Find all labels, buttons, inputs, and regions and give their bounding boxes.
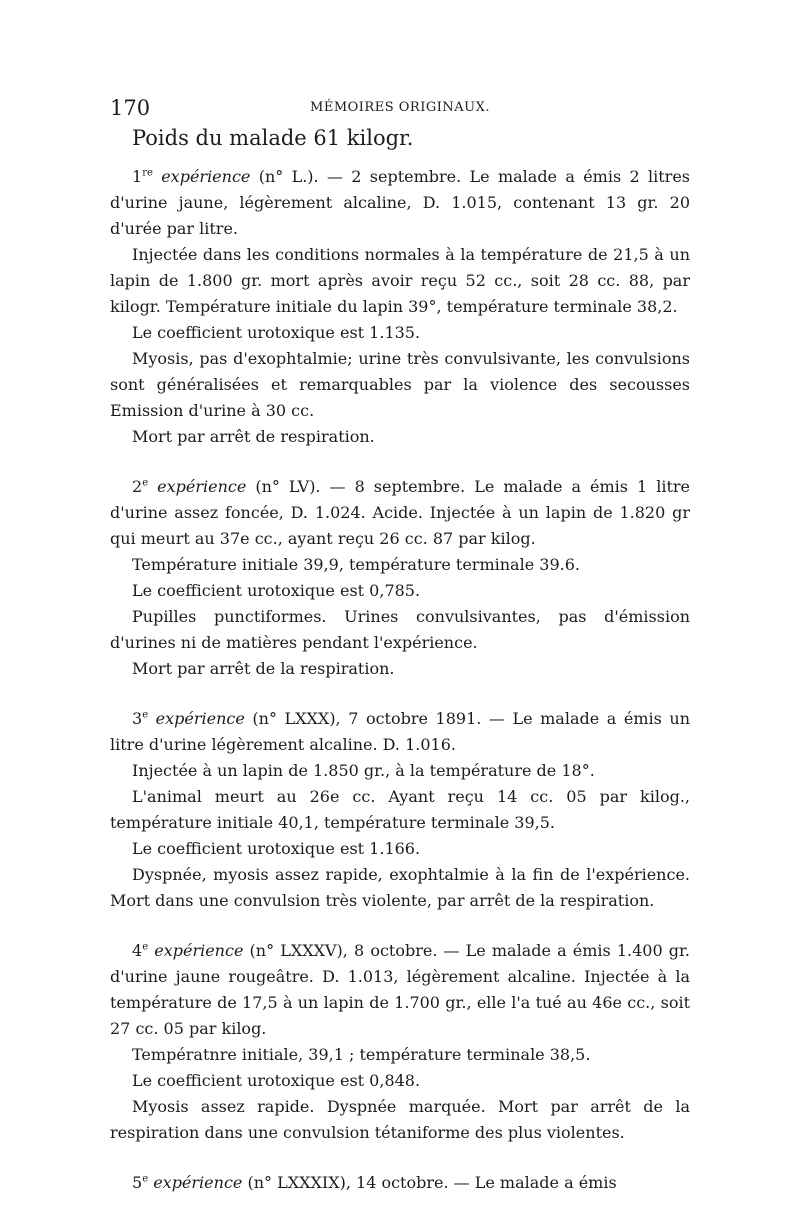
- experiment-label: expérience: [148, 1173, 243, 1192]
- experiment-intro: [110, 938, 690, 1042]
- experiment-paragraph: Mort par arrêt de respiration.: [132, 427, 375, 446]
- experiment-paragraph: L'animal meurt au 26e cc. Ayant reçu 14 cc. 05 par kilog., température initiale 40,1, température terminale 39,5.: [110, 787, 690, 832]
- experiment-paragraph: Le coefficient urotoxique est 1.135.: [132, 323, 421, 342]
- experiment-paragraph: Température initiale 39,9, température terminale 39.6.: [132, 555, 580, 574]
- ordinal-suffix: e: [142, 477, 149, 489]
- experiment-intro: [110, 1170, 690, 1196]
- page-header: [110, 96, 690, 122]
- experiment-paragraph: Dyspnée, myosis assez rapide, exophtalmie à la fin de l'expérience. Mort dans une convulsion très violente, par arrêt de la respiration.: [110, 865, 690, 910]
- experiments-section: [110, 164, 690, 1196]
- experiment-intro-text: (n° LXXXV), 8 octobre. — Le malade a émis 1.400 gr. d'urine jaune rougeâtre. D. 1.013, légèrement alcaline. Injectée à la température de 17,5 à un lapin de 1.700 gr., elle l'a tué au 46e cc., soit 27 cc. 05 par kilog.: [110, 941, 690, 1038]
- experiment-paragraph: Le coefficient urotoxique est 1.166.: [132, 839, 421, 858]
- experiment-intro: [110, 474, 690, 552]
- ordinal-suffix: e: [142, 941, 149, 953]
- patient-weight: Poids du malade 61 kilogr.: [132, 126, 414, 150]
- experiment-paragraph: Le coefficient urotoxique est 0,848.: [132, 1071, 421, 1090]
- experiment-ordinal: 2e: [132, 477, 149, 496]
- ordinal-suffix: e: [142, 1173, 149, 1185]
- section-gap: [110, 682, 690, 706]
- experiment-intro: [110, 706, 690, 758]
- document-page: [110, 96, 690, 1196]
- experiment-intro-text: (n° LXXX), 7 octobre 1891. — Le malade a émis un litre d'urine légèrement alcaline. D. 1.016.: [110, 709, 690, 754]
- experiment-label: expérience: [148, 477, 247, 496]
- experiment-paragraph: Le coefficient urotoxique est 0,785.: [132, 581, 421, 600]
- experiment-paragraph: Pupilles punctiformes. Urines convulsivantes, pas d'émission d'urines ni de matières pendant l'expérience.: [110, 607, 690, 652]
- experiment-label: expérience: [148, 709, 245, 728]
- section-gap: [110, 914, 690, 938]
- experiment-ordinal: 1re: [132, 167, 153, 186]
- experiment-paragraph: Températnre initiale, 39,1 ; température terminale 38,5.: [132, 1045, 591, 1064]
- experiment-paragraph: Mort par arrêt de la respiration.: [132, 659, 395, 678]
- experiment-paragraph: Myosis, pas d'exophtalmie; urine très convulsivante, les convulsions sont généralisées et remarquables par la violence des secousses Emission d'urine à 30 cc.: [110, 349, 690, 420]
- experiment-block: [110, 474, 690, 682]
- experiment-ordinal: 3e: [132, 709, 149, 728]
- experiment-intro-text: (n° LXXXIX), 14 octobre. — Le malade a émis: [242, 1173, 617, 1192]
- experiment-label: expérience: [152, 167, 251, 186]
- experiment-block: [110, 1170, 690, 1196]
- section-gap: [110, 1146, 690, 1170]
- experiment-intro-text: (n° L.). — 2 septembre. Le malade a émis 2 litres d'urine jaune, légèrement alcaline, D. 1.015, contenant 13 gr. 20 d'urée par litre.: [110, 167, 690, 238]
- experiment-intro: [110, 164, 690, 242]
- experiment-block: [110, 164, 690, 450]
- running-title: MÉMOIRES ORIGINAUX.: [310, 100, 490, 115]
- experiment-block: [110, 938, 690, 1146]
- experiment-ordinal: 4e: [132, 941, 149, 960]
- experiment-ordinal: 5e: [132, 1173, 149, 1192]
- experiment-block: [110, 706, 690, 914]
- ordinal-suffix: re: [142, 167, 153, 179]
- experiment-paragraph: Injectée à un lapin de 1.850 gr., à la température de 18°.: [132, 761, 595, 780]
- experiment-paragraph: Injectée dans les conditions normales à la température de 21,5 à un lapin de 1.800 gr. mort après avoir reçu 52 cc., soit 28 cc. 88, par kilogr. Température initiale du lapin 39°, température terminale 38,2.: [110, 245, 690, 316]
- experiment-paragraph: Myosis assez rapide. Dyspnée marquée. Mort par arrêt de la respiration dans une convulsion tétaniforme des plus violentes.: [110, 1097, 690, 1142]
- experiment-label: expérience: [148, 941, 244, 960]
- section-gap: [110, 450, 690, 474]
- page-number: 170: [110, 96, 151, 120]
- experiment-intro-text: (n° LV). — 8 septembre. Le malade a émis 1 litre d'urine assez foncée, D. 1.024. Acide. Injectée à un lapin de 1.820 gr qui meurt au 37e cc., ayant reçu 26 cc. 87 par kilog.: [110, 477, 690, 548]
- ordinal-suffix: e: [142, 709, 149, 721]
